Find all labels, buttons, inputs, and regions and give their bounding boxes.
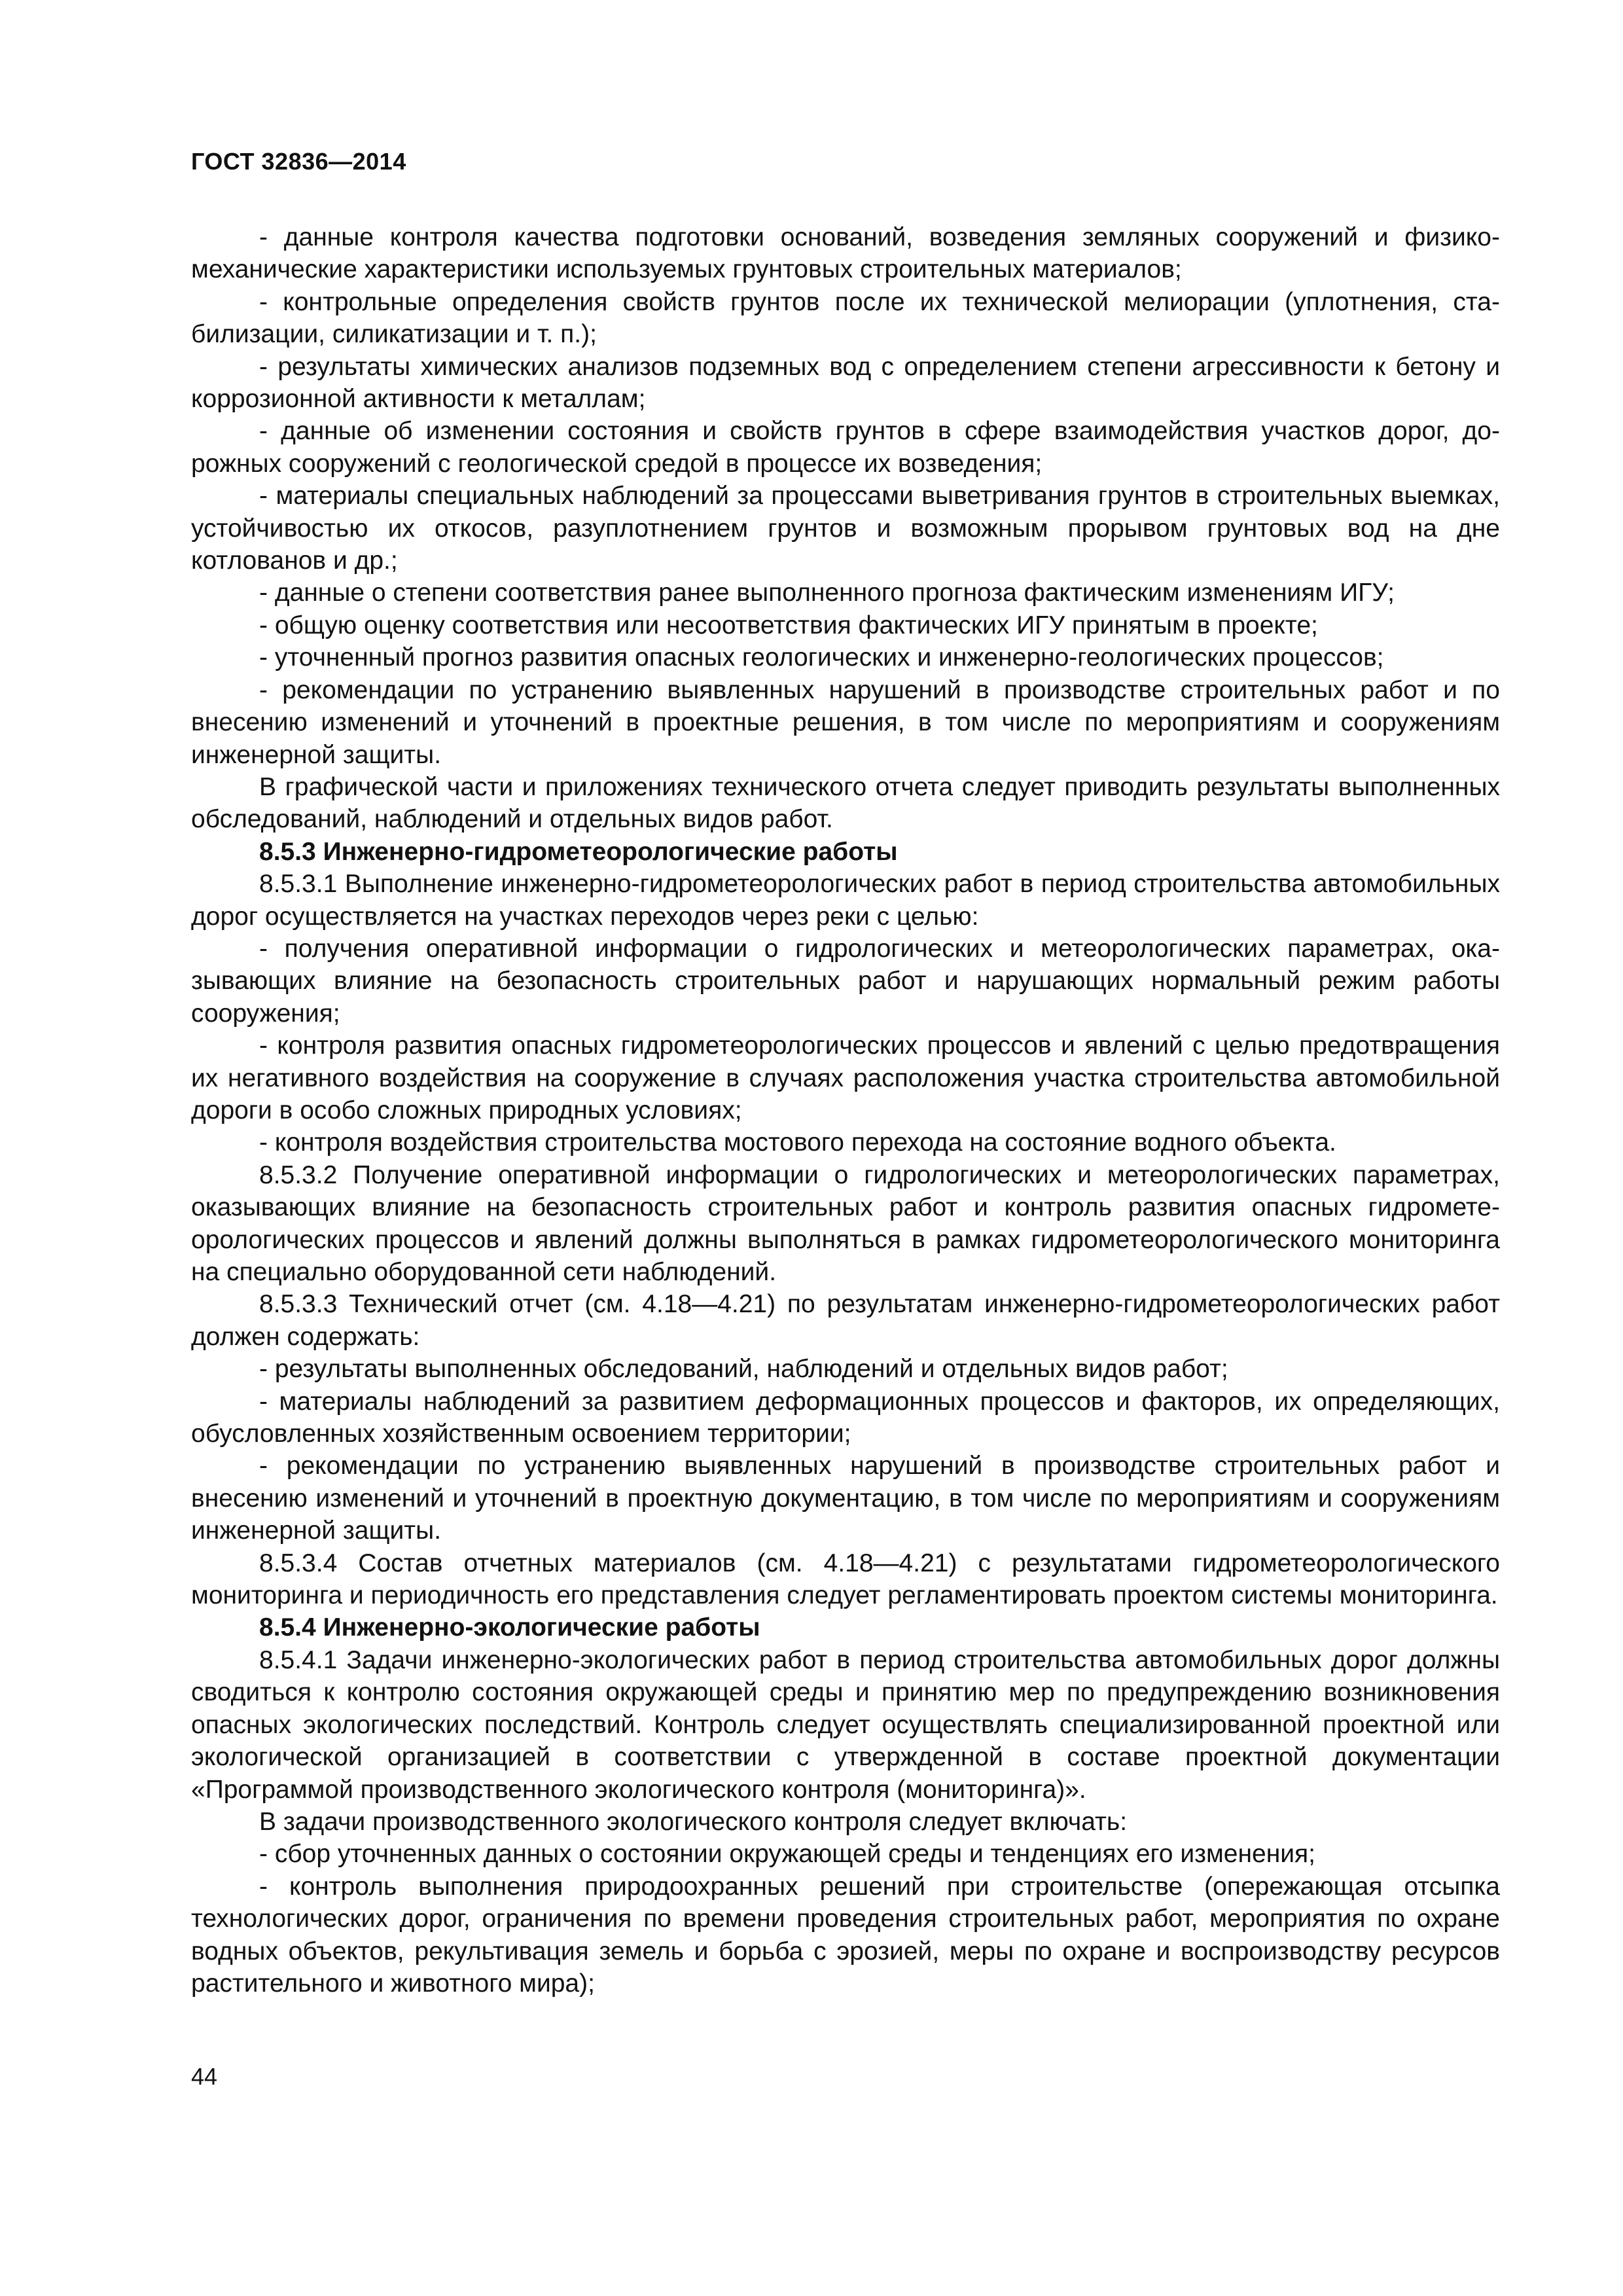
paragraph: 8.5.4.1 Задачи инженерно-экологических работ в период строительства автомобильных дорог должны сводиться к контролю состояния окружающей среды и принятию мер по предупреждению возникновения опасных экологических последствий. Контроль следует осуществлять специализированной проектной или экологической организацией в соответствии с утвержденной в составе проектной документации «Программой производственного экологического контроля (мониторинга)». xyxy=(191,1645,1500,1804)
paragraph: - рекомендации по устранению выявленных нарушений в производстве строительных работ и внесению изменений и уточнений в проектную документацию, в том числе по мероприятиям и сооружениям инженерной защиты. xyxy=(191,1452,1500,1545)
paragraph: - рекомендации по устранению выявленных нарушений в производстве строительных работ и по внесению изменений и уточнений в проектные решения, в том числе по мероприятиям и сооружениям инженерной защиты. xyxy=(191,675,1500,769)
paragraph: - сбор уточненных данных о состоянии окружающей среды и тенденциях его изменения; xyxy=(259,1840,1316,1869)
paragraph: В графической части и приложениях технического отчета следует приводить результаты выполненных обследований, наблюдений и отдельных видов работ. xyxy=(191,772,1500,834)
paragraph: - результаты выполненных обследований, наблюдений и отдельных видов работ; xyxy=(259,1355,1228,1384)
paragraph: В задачи производственного экологического контроля следует включать: xyxy=(259,1807,1128,1836)
paragraph: - контроль выполнения природоохранных решений при строительстве (опережающая отсыпка технологических дорог, ограничения по времени проведения строительных работ, мероприятия по охране водных объектов, рекультивация земель и борьба с эрозией, меры по охране и воспроизводству ресурсов растительного и животного мира); xyxy=(191,1872,1500,1998)
paragraph: - контроля воздействия строительства мостового перехода на состояние водного объекта. xyxy=(259,1128,1336,1157)
paragraph: 8.5.3.2 Получение оперативной информации о гидрологических и метеорологических параметрах, оказывающих влияние на безопасность строительных работ и контроль развития опасных гидрометеорологических процессов и явлений должны выполняться в рамках гидрометеорологического мониторинга на специально оборудованной сети наблюдений. xyxy=(191,1160,1500,1286)
paragraph: 8.5.3.1 Выполнение инженерно-гидрометеорологических работ в период строительства автомобильных дорог осуществляется на участках переходов через реки с целью: xyxy=(191,870,1500,931)
section-heading: 8.5.3 Инженерно-гидрометеорологические работы xyxy=(259,837,898,866)
paragraph: 8.5.3.4 Состав отчетных материалов (см. 4.18—4.21) с результатами гидрометеорологического мониторинга и периодичность его представления следует регламентировать проектом системы мониторинга. xyxy=(191,1549,1500,1610)
paragraph: - результаты химических анализов подземных вод с определением степени агрессивности к бетону и коррозионной активности к металлам; xyxy=(191,352,1500,414)
page-number: 44 xyxy=(191,2063,218,2090)
paragraph: - получения оперативной информации о гидрологических и метеорологических параметрах, оказывающих влияние на безопасность строительных работ и нарушающих нормальный режим работы сооружения; xyxy=(191,934,1500,1028)
paragraph: - материалы специальных наблюдений за процессами выветривания грунтов в строительных выемках, устойчивостью их откосов, разуплотнением грунтов и возможным прорывом грунтовых вод на дне котлованов и др.; xyxy=(191,482,1500,575)
paragraph: 8.5.3.3 Технический отчет (см. 4.18—4.21) по результатам инженерно-гидрометеорологических работ должен содержать: xyxy=(191,1290,1500,1351)
body-text xyxy=(191,221,1500,2000)
paragraph: - контроля развития опасных гидрометеорологических процессов и явлений с целью предотвращения их негативного воздействия на сооружение в случаях расположения участка строительства автомобильной дороги в особо сложных природных условиях; xyxy=(191,1031,1500,1124)
section-heading: 8.5.4 Инженерно-экологические работы xyxy=(259,1613,760,1642)
paragraph: - контрольные определения свойств грунтов после их технической мелиорации (уплотнения, стабилизации, силикатизации и т. п.); xyxy=(191,287,1500,349)
paragraph: - общую оценку соответствия или несоответствия фактических ИГУ принятым в проекте; xyxy=(259,611,1318,639)
paragraph: - данные контроля качества подготовки оснований, возведения земляных сооружений и физикомеханические характеристики используемых грунтовых строительных материалов; xyxy=(191,223,1500,284)
standard-designation: ГОСТ 32836—2014 xyxy=(191,148,406,175)
paragraph: - данные о степени соответствия ранее выполненного прогноза фактическим изменениям ИГУ; xyxy=(259,579,1395,607)
paragraph: - материалы наблюдений за развитием деформационных процессов и факторов, их определяющих, обусловленных хозяйственным освоением территории; xyxy=(191,1387,1500,1448)
paragraph: - данные об изменении состояния и свойств грунтов в сфере взаимодействия участков дорог, дорожных сооружений с геологической средой в процессе их возведения; xyxy=(191,417,1500,478)
paragraph: - уточненный прогноз развития опасных геологических и инженерно-геологических процессов; xyxy=(259,643,1384,672)
